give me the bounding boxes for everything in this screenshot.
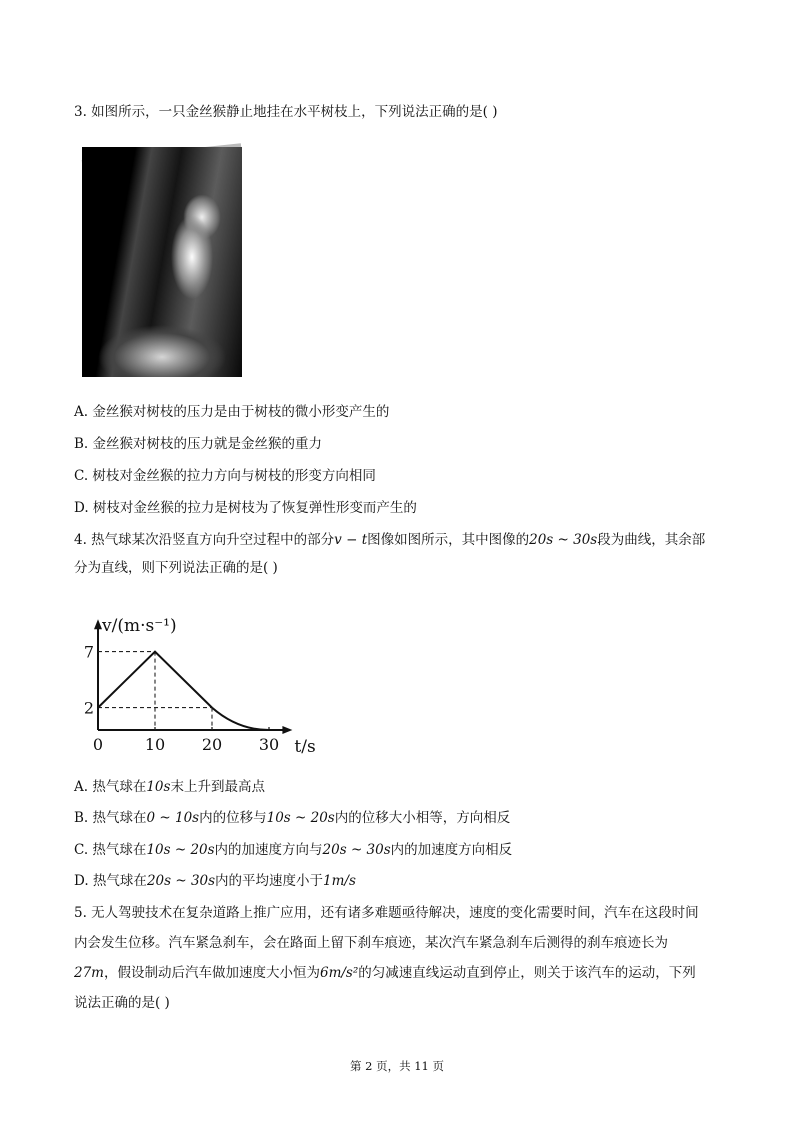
x-axis-label: t/s [294,737,316,757]
q3-option-d[interactable]: D. 树枝对金丝猴的拉力是树枝为了恢复弹性形变而产生的 [74,500,417,516]
question-3-stem: 3. 如图所示，一只金丝猴静止地挂在水平树枝上，下列说法正确的是( ) [74,104,498,120]
y-axis-arrow [94,619,102,629]
q3-option-a[interactable]: A. 金丝猴对树枝的压力是由于树枝的微小形变产生的 [74,404,390,420]
y-axis-label: v/(m·s⁻¹) [102,616,177,637]
graph-axes [94,619,292,734]
q4-option-c[interactable]: C. 热气球在10s ~ 20s内的加速度方向与20s ~ 30s内的加速度方向相反 [74,842,513,858]
velocity-time-graph [78,598,338,758]
golden-monkey-photo [82,147,242,377]
question-4-stem: 4. 热气球某次沿竖直方向升空过程中的部分v − t图像如图所示，其中图像的20s ~ 30s段为曲线，其余部 分为直线，则下列说法正确的是( ) [74,532,706,576]
x-tick-label-20: 20 [201,735,223,754]
x-tick-label-30: 30 [258,735,280,754]
question-5-stem: 5. 无人驾驶技术在复杂道路上推广应用，还有诸多难题亟待解决，速度的变化需要时间，汽车在这段时间 内会发生位移。汽车紧急刹车，会在路面上留下刹车痕迹，某次汽车紧急刹车后测得的刹车痕迹长为 27m，假设制动后汽车做加速度大小恒为6m/s²的匀减速直线运动直到停止，则关于该汽车的运动，下列 说法正确的是( ) [74,905,699,1011]
q4-option-b[interactable]: B. 热气球在0 ~ 10s内的位移与10s ~ 20s内的位移大小相等，方向相反 [74,810,511,826]
x-tick-label-10: 10 [144,735,166,754]
graph-series [98,652,269,730]
x-tick-label-0: 0 [92,735,104,754]
y-tick-label-7: 7 [83,642,94,662]
q4-option-a[interactable]: A. 热气球在10s末上升到最高点 [74,779,265,795]
q3-option-b[interactable]: B. 金丝猴对树枝的压力就是金丝猴的重力 [74,436,323,452]
y-tick-label-2: 2 [83,698,94,718]
series-curve-1 [212,708,269,730]
q3-option-c[interactable]: C. 树枝对金丝猴的拉力方向与树枝的形变方向相同 [74,468,376,484]
page-footer: 第 2 页，共 11 页 [349,1059,445,1073]
q4-option-d[interactable]: D. 热气球在20s ~ 30s内的平均速度小于1m/s [74,873,356,889]
x-axis-arrow [282,726,292,734]
